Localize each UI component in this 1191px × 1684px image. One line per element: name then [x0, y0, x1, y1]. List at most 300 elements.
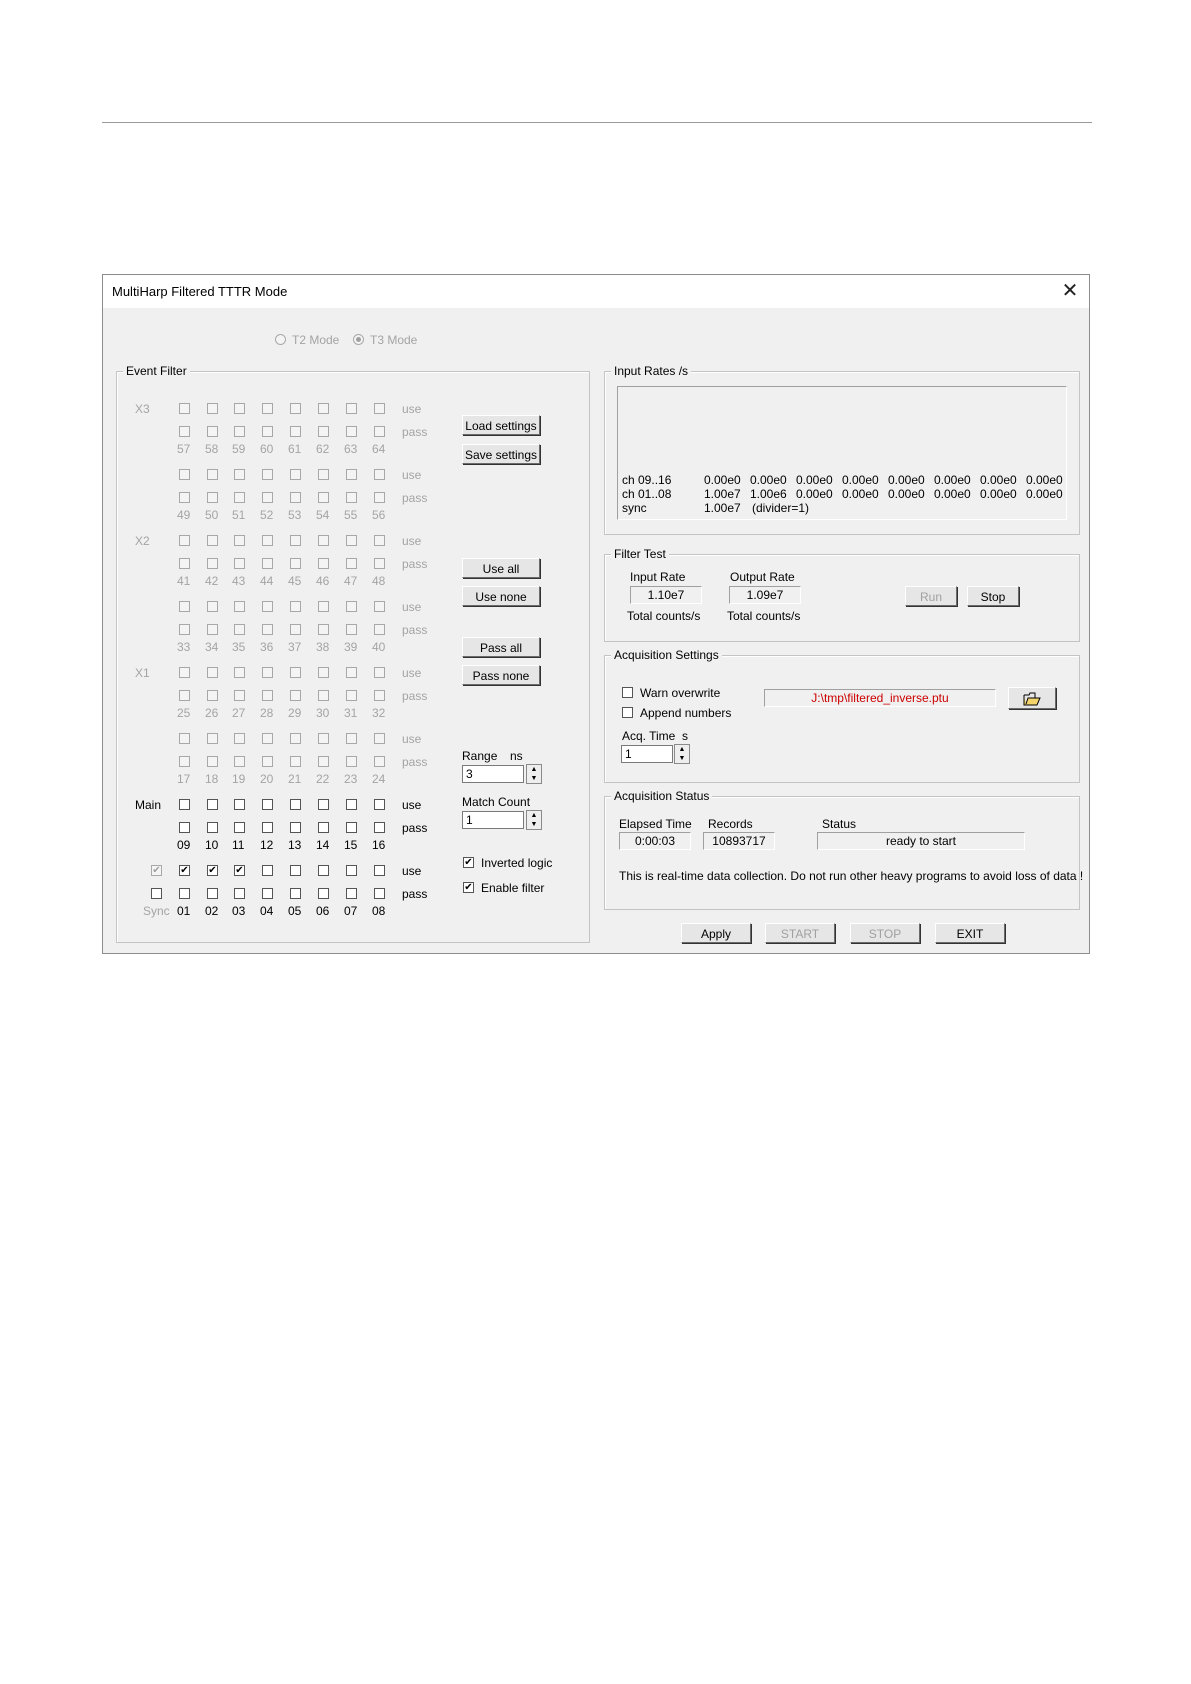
- close-icon[interactable]: ✕: [1061, 280, 1079, 302]
- channel-number-04: 04: [260, 904, 274, 918]
- pass-checkbox-40[interactable]: [374, 624, 385, 635]
- channel-number-07: 07: [344, 904, 358, 918]
- pass-checkbox-59[interactable]: [234, 426, 245, 437]
- use-checkbox-54[interactable]: [318, 469, 329, 480]
- channel-number-60: 60: [260, 442, 274, 456]
- pass-none-button[interactable]: Pass none: [462, 665, 540, 685]
- pass-checkbox-44[interactable]: [262, 558, 273, 569]
- channel-number-36: 36: [260, 640, 274, 654]
- append-numbers-label: Append numbers: [640, 706, 732, 720]
- apply-button[interactable]: Apply: [681, 923, 751, 943]
- channel-number-42: 42: [205, 574, 219, 588]
- elapsed-time-label: Elapsed Time: [619, 817, 692, 831]
- channel-number-51: 51: [232, 508, 246, 522]
- use-checkbox-37[interactable]: [290, 601, 301, 612]
- group-label-x1: X1: [135, 666, 150, 680]
- use-checkbox-29[interactable]: [290, 667, 301, 678]
- use-checkbox-64[interactable]: [374, 403, 385, 414]
- load-settings-button[interactable]: Load settings: [462, 415, 540, 435]
- rate-value: 1.00e7: [704, 487, 741, 501]
- pass-row-label: pass: [402, 425, 428, 439]
- use-checkbox-57[interactable]: [179, 403, 190, 414]
- use-checkbox-48[interactable]: [374, 535, 385, 546]
- pass-checkbox-56[interactable]: [374, 492, 385, 503]
- channel-number-11: 11: [232, 838, 245, 852]
- input-total-counts-label: Total counts/s: [627, 609, 701, 623]
- rate-row-label: ch 09..16: [622, 473, 672, 487]
- channel-number-55: 55: [344, 508, 358, 522]
- pass-checkbox-20[interactable]: [262, 756, 273, 767]
- filter-stop-button[interactable]: Stop: [967, 586, 1019, 606]
- use-checkbox-17[interactable]: [179, 733, 190, 744]
- channel-number-06: 06: [316, 904, 330, 918]
- channel-number-52: 52: [260, 508, 274, 522]
- pass-checkbox-24[interactable]: [374, 756, 385, 767]
- pass-checkbox-42[interactable]: [207, 558, 218, 569]
- run-button[interactable]: Run: [905, 586, 957, 606]
- channel-number-37: 37: [288, 640, 302, 654]
- sync-rate-value: 1.00e7: [704, 501, 741, 515]
- use-row-label: use: [402, 864, 422, 878]
- sync-pass-checkbox[interactable]: [151, 888, 162, 899]
- input-rates-legend: Input Rates /s: [611, 364, 691, 378]
- filter-test-legend: Filter Test: [611, 547, 669, 561]
- pass-row-label: pass: [402, 755, 428, 769]
- channel-number-31: 31: [344, 706, 358, 720]
- group-label-main: Main: [135, 798, 162, 812]
- range-spinner[interactable]: ▲ ▼: [526, 764, 542, 784]
- input-rates-display: [617, 386, 1067, 520]
- t3-mode-radio[interactable]: [353, 334, 364, 345]
- use-checkbox-11[interactable]: [234, 799, 245, 810]
- pass-checkbox-11[interactable]: [234, 822, 245, 833]
- channel-number-49: 49: [177, 508, 191, 522]
- rate-value: 0.00e0: [980, 473, 1017, 487]
- use-checkbox-10[interactable]: [207, 799, 218, 810]
- inverted-logic-label: Inverted logic: [481, 856, 553, 870]
- pass-checkbox-35[interactable]: [234, 624, 245, 635]
- pass-checkbox-13[interactable]: [290, 822, 301, 833]
- pass-checkbox-31[interactable]: [346, 690, 357, 701]
- use-checkbox-24[interactable]: [374, 733, 385, 744]
- use-checkbox-44[interactable]: [262, 535, 273, 546]
- channel-number-20: 20: [260, 772, 274, 786]
- rate-value: 0.00e0: [750, 473, 787, 487]
- pass-checkbox-02[interactable]: [207, 888, 218, 899]
- channel-number-25: 25: [177, 706, 191, 720]
- acq-time-spinner[interactable]: ▲ ▼: [674, 744, 690, 764]
- channel-number-58: 58: [205, 442, 219, 456]
- pass-checkbox-34[interactable]: [207, 624, 218, 635]
- pass-checkbox-25[interactable]: [179, 690, 190, 701]
- pass-checkbox-37[interactable]: [290, 624, 301, 635]
- pass-checkbox-05[interactable]: [290, 888, 301, 899]
- pass-row-label: pass: [402, 623, 428, 637]
- input-rate-value: 1.10e7: [630, 586, 702, 604]
- use-checkbox-40[interactable]: [374, 601, 385, 612]
- pass-checkbox-18[interactable]: [207, 756, 218, 767]
- channel-number-41: 41: [177, 574, 191, 588]
- use-checkbox-33[interactable]: [179, 601, 190, 612]
- use-checkbox-19[interactable]: [234, 733, 245, 744]
- pass-checkbox-19[interactable]: [234, 756, 245, 767]
- warn-overwrite-label: Warn overwrite: [640, 686, 721, 700]
- channel-number-53: 53: [288, 508, 302, 522]
- pass-checkbox-22[interactable]: [318, 756, 329, 767]
- enable-filter-checkbox[interactable]: ✔: [464, 882, 473, 893]
- group-label-x2: X2: [135, 534, 150, 548]
- use-checkbox-32[interactable]: [374, 667, 385, 678]
- pass-checkbox-33[interactable]: [179, 624, 190, 635]
- channel-number-45: 45: [288, 574, 302, 588]
- pass-checkbox-04[interactable]: [262, 888, 273, 899]
- channel-number-08: 08: [372, 904, 386, 918]
- pass-checkbox-62[interactable]: [318, 426, 329, 437]
- use-row-label: use: [402, 798, 422, 812]
- acquisition-settings-legend: Acquisition Settings: [611, 648, 722, 662]
- pass-checkbox-64[interactable]: [374, 426, 385, 437]
- use-checkbox-03[interactable]: ✔: [235, 865, 244, 876]
- use-checkbox-15[interactable]: [346, 799, 357, 810]
- channel-number-21: 21: [288, 772, 302, 786]
- use-checkbox-07[interactable]: [346, 865, 357, 876]
- use-checkbox-60[interactable]: [262, 403, 273, 414]
- rate-value: 0.00e0: [1026, 473, 1063, 487]
- use-checkbox-59[interactable]: [234, 403, 245, 414]
- channel-number-56: 56: [372, 508, 386, 522]
- pass-checkbox-47[interactable]: [346, 558, 357, 569]
- use-checkbox-22[interactable]: [318, 733, 329, 744]
- pass-checkbox-41[interactable]: [179, 558, 190, 569]
- channel-number-18: 18: [205, 772, 219, 786]
- pass-checkbox-26[interactable]: [207, 690, 218, 701]
- use-checkbox-12[interactable]: [262, 799, 273, 810]
- title-bar: [103, 275, 1089, 308]
- channel-number-29: 29: [288, 706, 302, 720]
- use-checkbox-38[interactable]: [318, 601, 329, 612]
- use-none-button[interactable]: Use none: [462, 586, 540, 606]
- rate-value: 0.00e0: [934, 473, 971, 487]
- channel-number-47: 47: [344, 574, 358, 588]
- pass-checkbox-29[interactable]: [290, 690, 301, 701]
- channel-number-15: 15: [344, 838, 358, 852]
- rate-value: 0.00e0: [888, 473, 925, 487]
- channel-number-24: 24: [372, 772, 386, 786]
- use-checkbox-61[interactable]: [290, 403, 301, 414]
- pass-checkbox-07[interactable]: [346, 888, 357, 899]
- pass-checkbox-50[interactable]: [207, 492, 218, 503]
- use-checkbox-01[interactable]: ✔: [180, 865, 189, 876]
- pass-checkbox-06[interactable]: [318, 888, 329, 899]
- pass-checkbox-60[interactable]: [262, 426, 273, 437]
- channel-number-16: 16: [372, 838, 386, 852]
- pass-all-button[interactable]: Pass all: [462, 637, 540, 657]
- pass-checkbox-63[interactable]: [346, 426, 357, 437]
- pass-checkbox-30[interactable]: [318, 690, 329, 701]
- pass-checkbox-08[interactable]: [374, 888, 385, 899]
- pass-checkbox-23[interactable]: [346, 756, 357, 767]
- use-checkbox-46[interactable]: [318, 535, 329, 546]
- status-value: ready to start: [817, 832, 1025, 850]
- enable-filter-label: Enable filter: [481, 881, 545, 895]
- rate-value: 0.00e0: [704, 473, 741, 487]
- match-count-label: Match Count: [462, 795, 531, 809]
- channel-number-19: 19: [232, 772, 246, 786]
- channel-number-17: 17: [177, 772, 191, 786]
- channel-number-46: 46: [316, 574, 330, 588]
- use-checkbox-14[interactable]: [318, 799, 329, 810]
- use-checkbox-18[interactable]: [207, 733, 218, 744]
- pass-row-label: pass: [402, 689, 428, 703]
- use-checkbox-63[interactable]: [346, 403, 357, 414]
- range-unit: ns: [510, 749, 523, 763]
- channel-number-23: 23: [344, 772, 358, 786]
- channel-number-26: 26: [205, 706, 219, 720]
- pass-checkbox-36[interactable]: [262, 624, 273, 635]
- use-checkbox-09[interactable]: [179, 799, 190, 810]
- acquisition-status-group: [604, 789, 1084, 910]
- channel-number-12: 12: [260, 838, 274, 852]
- pass-checkbox-58[interactable]: [207, 426, 218, 437]
- match-count-input[interactable]: 1: [462, 811, 524, 829]
- pass-checkbox-17[interactable]: [179, 756, 190, 767]
- channel-number-43: 43: [232, 574, 246, 588]
- channel-number-40: 40: [372, 640, 386, 654]
- channel-number-62: 62: [316, 442, 330, 456]
- acq-time-label: Acq. Time: [622, 729, 676, 743]
- use-checkbox-34[interactable]: [207, 601, 218, 612]
- use-checkbox-45[interactable]: [290, 535, 301, 546]
- pass-checkbox-52[interactable]: [262, 492, 273, 503]
- use-checkbox-20[interactable]: [262, 733, 273, 744]
- channel-number-32: 32: [372, 706, 386, 720]
- use-row-label: use: [402, 534, 422, 548]
- open-folder-button[interactable]: [1008, 687, 1056, 709]
- pass-checkbox-54[interactable]: [318, 492, 329, 503]
- pass-checkbox-49[interactable]: [179, 492, 190, 503]
- input-rate-label: Input Rate: [630, 570, 686, 584]
- pass-checkbox-53[interactable]: [290, 492, 301, 503]
- pass-checkbox-14[interactable]: [318, 822, 329, 833]
- use-checkbox-35[interactable]: [234, 601, 245, 612]
- input-rates-group: [604, 364, 1080, 535]
- use-checkbox-26[interactable]: [207, 667, 218, 678]
- pass-row-label: pass: [402, 557, 428, 571]
- channel-number-09: 09: [177, 838, 191, 852]
- channel-number-03: 03: [232, 904, 246, 918]
- exit-button[interactable]: EXIT: [935, 923, 1005, 943]
- sync-rate-label: sync: [622, 501, 647, 515]
- use-checkbox-39[interactable]: [346, 601, 357, 612]
- channel-number-33: 33: [177, 640, 191, 654]
- use-checkbox-53[interactable]: [290, 469, 301, 480]
- acquisition-status-legend: Acquisition Status: [611, 789, 712, 803]
- channel-number-22: 22: [316, 772, 330, 786]
- use-checkbox-27[interactable]: [234, 667, 245, 678]
- rate-value: 0.00e0: [888, 487, 925, 501]
- rate-value: 0.00e0: [842, 473, 879, 487]
- records-label: Records: [708, 817, 753, 831]
- use-row-label: use: [402, 600, 422, 614]
- use-row-label: use: [402, 468, 422, 482]
- channel-number-48: 48: [372, 574, 386, 588]
- use-checkbox-23[interactable]: [346, 733, 357, 744]
- use-checkbox-30[interactable]: [318, 667, 329, 678]
- page-divider: [102, 122, 1092, 123]
- use-checkbox-25[interactable]: [179, 667, 190, 678]
- use-checkbox-41[interactable]: [179, 535, 190, 546]
- channel-number-63: 63: [344, 442, 358, 456]
- pass-checkbox-27[interactable]: [234, 690, 245, 701]
- channel-number-30: 30: [316, 706, 330, 720]
- rate-value: 0.00e0: [980, 487, 1017, 501]
- pass-checkbox-09[interactable]: [179, 822, 190, 833]
- channel-number-64: 64: [372, 442, 386, 456]
- channel-number-28: 28: [260, 706, 274, 720]
- sync-divider: (divider=1): [752, 501, 810, 515]
- rate-value: 0.00e0: [796, 487, 833, 501]
- use-all-button[interactable]: Use all: [462, 558, 540, 578]
- match-count-spinner[interactable]: ▲ ▼: [526, 810, 542, 830]
- pass-checkbox-55[interactable]: [346, 492, 357, 503]
- event-filter-legend: Event Filter: [123, 364, 190, 378]
- use-checkbox-43[interactable]: [234, 535, 245, 546]
- pass-checkbox-32[interactable]: [374, 690, 385, 701]
- pass-checkbox-16[interactable]: [374, 822, 385, 833]
- channel-number-57: 57: [177, 442, 191, 456]
- event-filter-group: [116, 364, 590, 943]
- use-checkbox-06[interactable]: [318, 865, 329, 876]
- use-checkbox-47[interactable]: [346, 535, 357, 546]
- inverted-logic-checkbox[interactable]: ✔: [464, 857, 473, 868]
- rate-row-label: ch 01..08: [622, 487, 672, 501]
- use-checkbox-31[interactable]: [346, 667, 357, 678]
- channel-number-39: 39: [344, 640, 358, 654]
- use-checkbox-16[interactable]: [374, 799, 385, 810]
- channel-number-14: 14: [316, 838, 330, 852]
- pass-checkbox-51[interactable]: [234, 492, 245, 503]
- rate-value: 0.00e0: [796, 473, 833, 487]
- pass-checkbox-57[interactable]: [179, 426, 190, 437]
- pass-checkbox-38[interactable]: [318, 624, 329, 635]
- use-checkbox-50[interactable]: [207, 469, 218, 480]
- start-button[interactable]: START: [765, 923, 835, 943]
- use-checkbox-05[interactable]: [290, 865, 301, 876]
- use-checkbox-42[interactable]: [207, 535, 218, 546]
- file-path-field[interactable]: J:\tmp\filtered_inverse.ptu: [764, 689, 996, 707]
- use-row-label: use: [402, 732, 422, 746]
- pass-checkbox-45[interactable]: [290, 558, 301, 569]
- pass-checkbox-61[interactable]: [290, 426, 301, 437]
- use-checkbox-28[interactable]: [262, 667, 273, 678]
- use-checkbox-52[interactable]: [262, 469, 273, 480]
- channel-number-01: 01: [177, 904, 191, 918]
- open-folder-icon: [1023, 692, 1041, 706]
- range-input[interactable]: 3: [462, 765, 524, 783]
- window-title: MultiHarp Filtered TTTR Mode: [112, 284, 288, 299]
- warn-overwrite-checkbox[interactable]: [622, 687, 633, 698]
- t2-mode-radio[interactable]: [275, 334, 286, 345]
- use-checkbox-51[interactable]: [234, 469, 245, 480]
- channel-number-59: 59: [232, 442, 246, 456]
- rate-value: 0.00e0: [934, 487, 971, 501]
- use-row-label: use: [402, 402, 422, 416]
- channel-number-05: 05: [288, 904, 302, 918]
- use-row-label: use: [402, 666, 422, 680]
- acq-time-unit: s: [682, 729, 688, 743]
- elapsed-time-value: 0:00:03: [619, 832, 691, 850]
- output-total-counts-label: Total counts/s: [727, 609, 801, 623]
- channel-number-54: 54: [316, 508, 330, 522]
- output-rate-label: Output Rate: [730, 570, 795, 584]
- use-checkbox-62[interactable]: [318, 403, 329, 414]
- use-checkbox-13[interactable]: [290, 799, 301, 810]
- realtime-warning: This is real-time data collection. Do not run other heavy programs to avoid loss of data !: [619, 869, 1084, 883]
- use-checkbox-36[interactable]: [262, 601, 273, 612]
- save-settings-button[interactable]: Save settings: [462, 444, 540, 464]
- pass-checkbox-01[interactable]: [179, 888, 190, 899]
- sync-label: Sync: [143, 904, 170, 918]
- pass-checkbox-03[interactable]: [234, 888, 245, 899]
- use-checkbox-55[interactable]: [346, 469, 357, 480]
- filter-test-group: [604, 547, 1080, 642]
- pass-checkbox-43[interactable]: [234, 558, 245, 569]
- use-checkbox-49[interactable]: [179, 469, 190, 480]
- pass-checkbox-46[interactable]: [318, 558, 329, 569]
- dialog-window: [102, 274, 1090, 954]
- use-checkbox-08[interactable]: [374, 865, 385, 876]
- channel-number-10: 10: [205, 838, 219, 852]
- channel-number-50: 50: [205, 508, 219, 522]
- use-checkbox-58[interactable]: [207, 403, 218, 414]
- pass-checkbox-21[interactable]: [290, 756, 301, 767]
- status-label: Status: [822, 817, 857, 831]
- channel-number-44: 44: [260, 574, 274, 588]
- rate-value: 0.00e0: [1026, 487, 1063, 501]
- use-checkbox-02[interactable]: ✔: [208, 865, 217, 876]
- channel-number-27: 27: [232, 706, 246, 720]
- use-checkbox-21[interactable]: [290, 733, 301, 744]
- rate-value: 1.00e6: [750, 487, 787, 501]
- channel-number-38: 38: [316, 640, 330, 654]
- range-label: Range: [462, 749, 498, 763]
- pass-checkbox-28[interactable]: [262, 690, 273, 701]
- pass-checkbox-10[interactable]: [207, 822, 218, 833]
- t3-mode-label: T3 Mode: [370, 333, 418, 347]
- acq-time-input[interactable]: 1: [621, 745, 673, 763]
- channel-number-61: 61: [288, 442, 302, 456]
- pass-checkbox-12[interactable]: [262, 822, 273, 833]
- pass-row-label: pass: [402, 887, 428, 901]
- channel-number-34: 34: [205, 640, 219, 654]
- pass-checkbox-39[interactable]: [346, 624, 357, 635]
- channel-number-13: 13: [288, 838, 302, 852]
- channel-number-02: 02: [205, 904, 219, 918]
- channel-number-35: 35: [232, 640, 246, 654]
- pass-checkbox-15[interactable]: [346, 822, 357, 833]
- records-value: 10893717: [703, 832, 775, 850]
- use-checkbox-56[interactable]: [374, 469, 385, 480]
- stop-button[interactable]: STOP: [850, 923, 920, 943]
- append-numbers-checkbox[interactable]: [622, 707, 633, 718]
- sync-use-checkbox[interactable]: ✔: [152, 865, 161, 876]
- t2-mode-label: T2 Mode: [292, 333, 340, 347]
- output-rate-value: 1.09e7: [729, 586, 801, 604]
- group-label-x3: X3: [135, 402, 150, 416]
- pass-row-label: pass: [402, 491, 428, 505]
- pass-checkbox-48[interactable]: [374, 558, 385, 569]
- use-checkbox-04[interactable]: [262, 865, 273, 876]
